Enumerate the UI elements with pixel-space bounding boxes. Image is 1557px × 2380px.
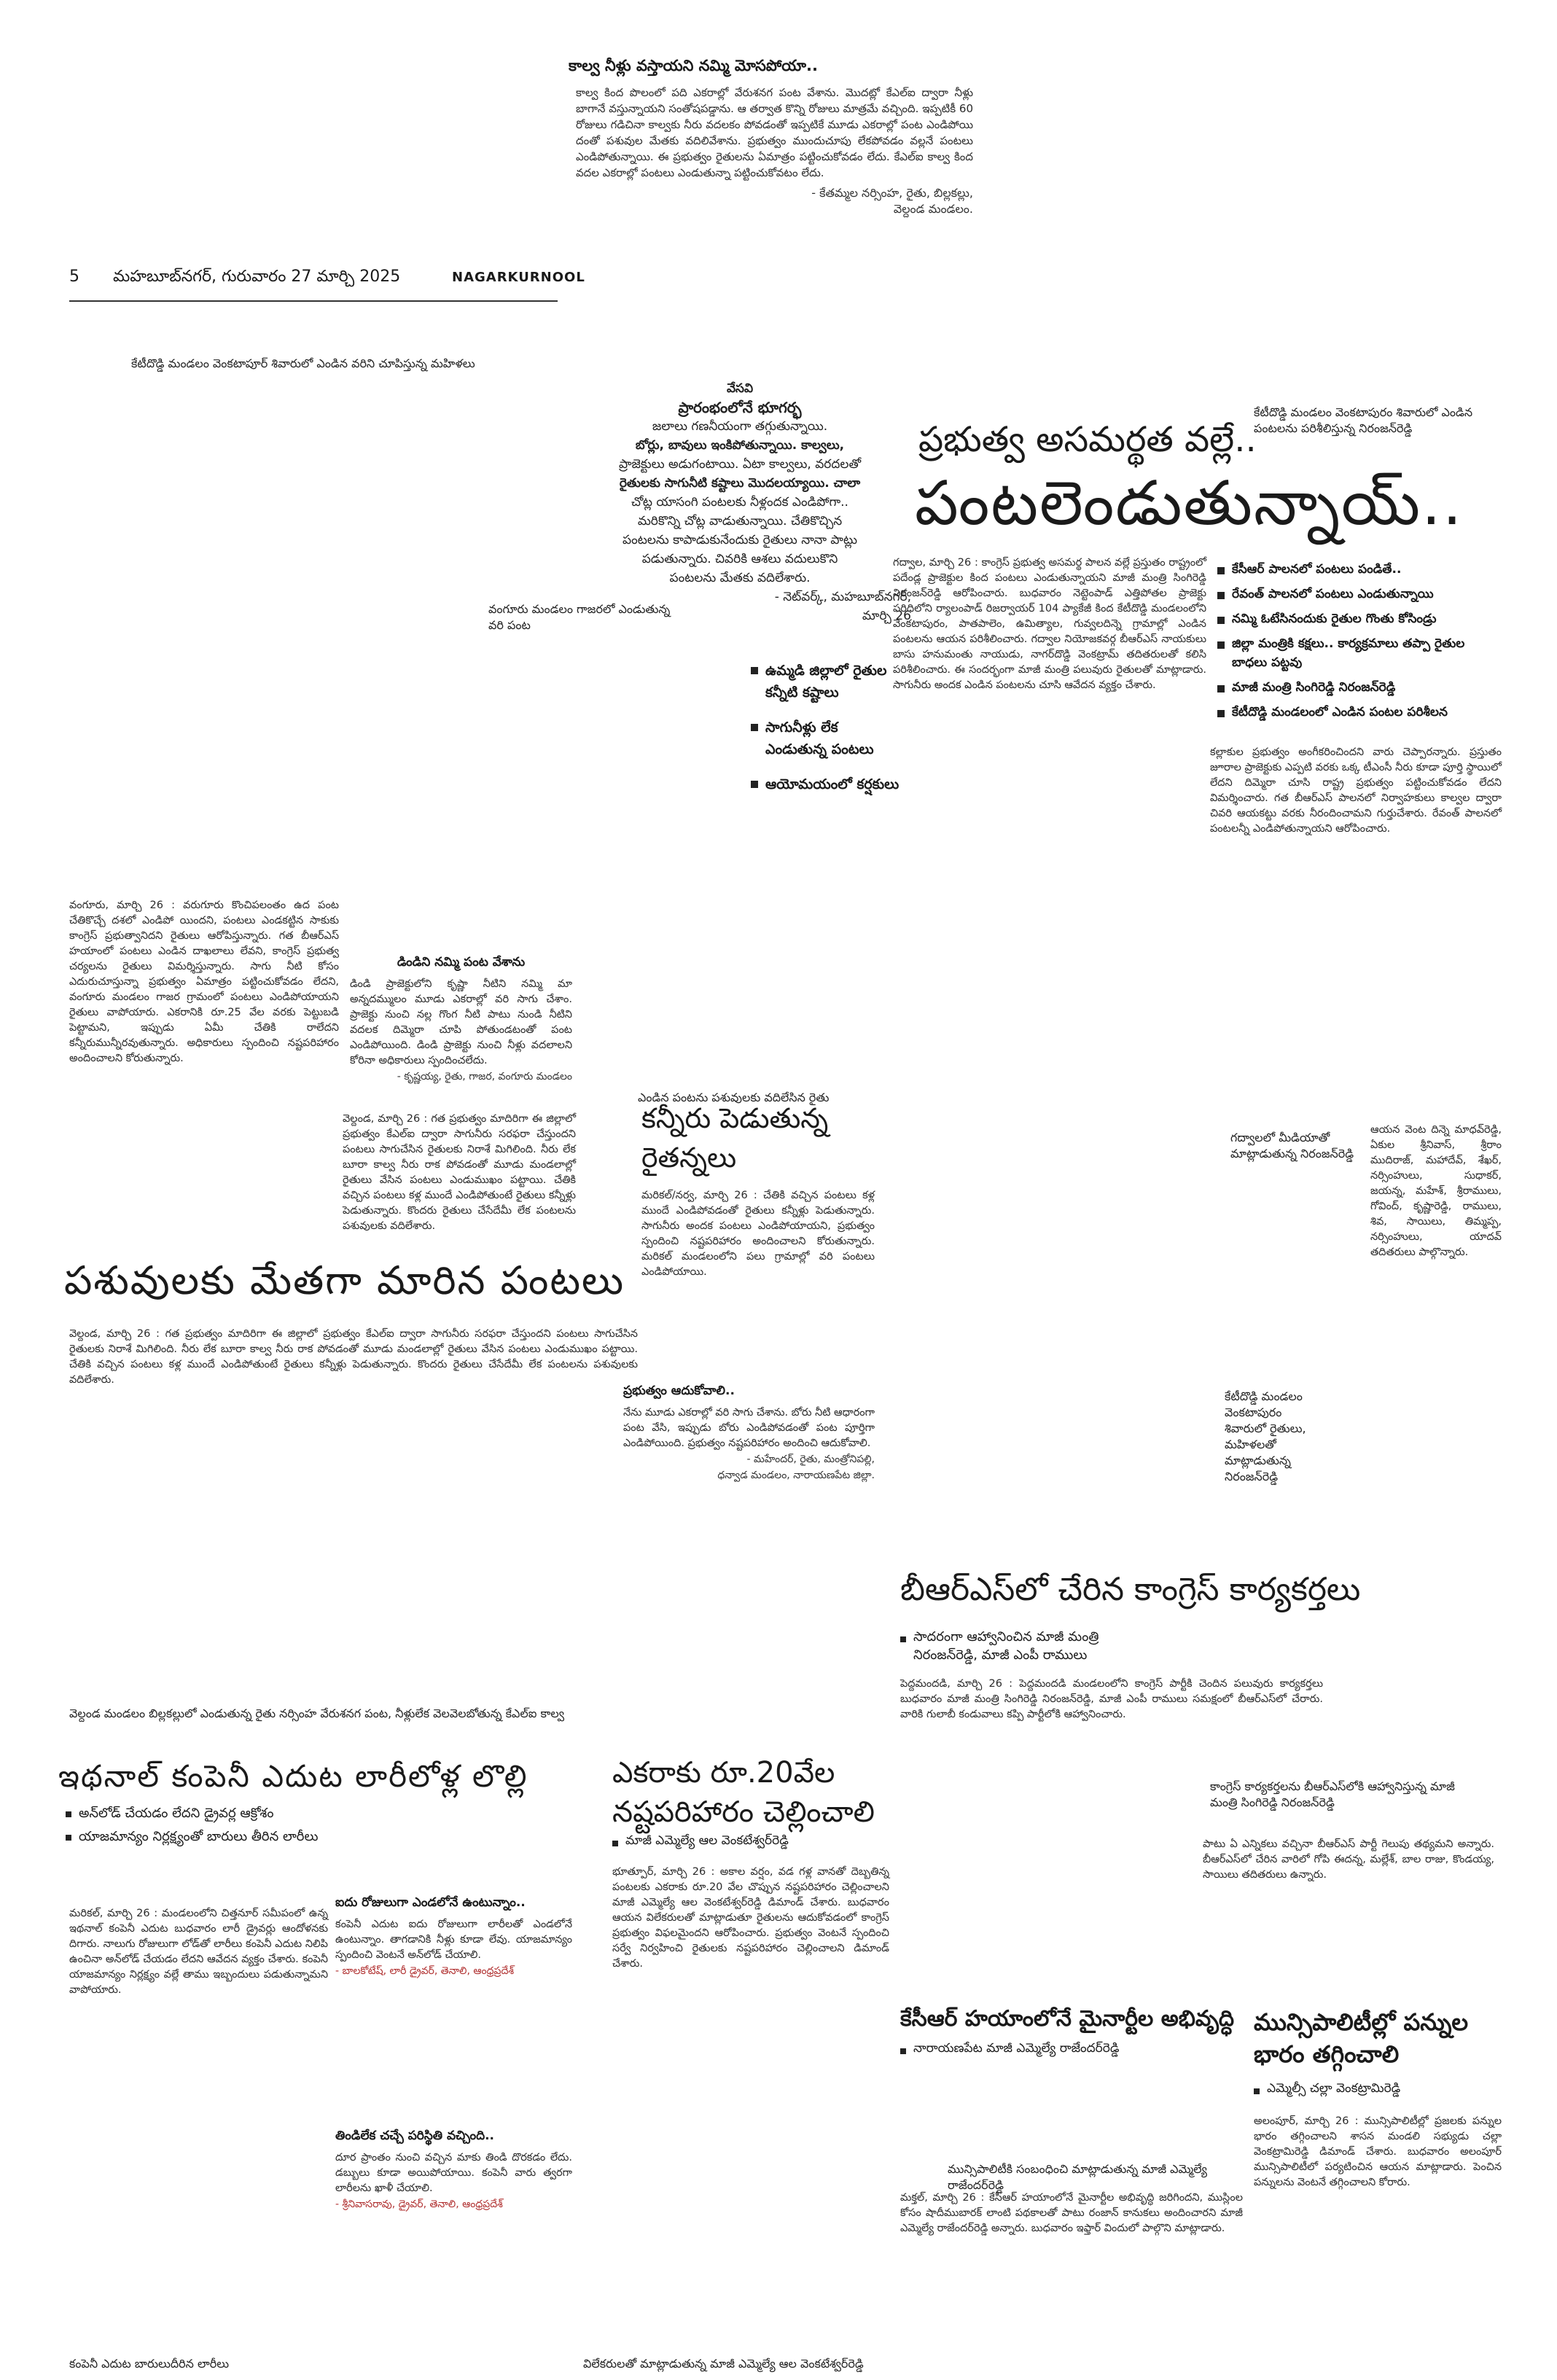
- left-col2-text: వెల్దండ, మార్చి 26 : గత ప్రభుత్వం మాదిరిగా ఈ జిల్లాలో ప్రభుత్వం కేఎల్‌ఐ ద్వారా సాగునీరు సరఫరా చేస్తుందని పంటలు సాగుచేసిన రైతులకు నిరాశే మిగిలింది. నీరు లేక బూరా కాల్వ నీరు రాక పోవడంతో మూడు మండలాల్లో రైతులు వేసిన పంటలు ఎండుముఖం పట్టాయి. చేతికి వచ్చిన పంటలు కళ్ల ముందే ఎండిపోతుంటే రైతులు కన్నీళ్లు పెడుతున్నారు. కొందరు రైతులు చేసేదేమీ లేక పంటలను పశువులకు వదిలేశారు.: [343, 1113, 576, 1232]
- poem-line: మార్చి 26: [862, 609, 911, 623]
- left-col2: [343, 1112, 576, 1234]
- dindi-body: డిండి ప్రాజెక్టులోని కృష్ణా నీటిని నమ్మి మా అన్నదమ్ములం మూడు ఎకరాల్లో వరి సాగు చేశాం. ప్రాజెక్టు నుంచి నల్ల గొంగ నీటి పాటు నుండి నీటిని వదలక దిమ్మెరా చూపి పోతుండటంతో పంట ఎండిపోయింది. డిండి ప్రాజెక్టు నుంచి నీళ్లు వదలాలని కోరినా అధికారులు స్పందించలేదు.: [350, 978, 572, 1066]
- ethanol-bullet: అన్‌లోడ్ చేయడం లేదని డ్రైవర్ల ఆక్రోశం: [66, 1804, 328, 1823]
- comp-headline: ఎకరాకు రూ.20వేల నష్టపరిహారం చెల్లించాలి: [612, 1756, 875, 1829]
- govt-sig1: - మహేందర్, రైతు, మంత్రోనిపల్లి,: [746, 1454, 875, 1465]
- main-bullet: జిల్లా మంత్రికి కక్షలు.. కార్యక్రమాలు తప్పా రైతుల బాధలు పట్టవు: [1217, 634, 1502, 672]
- bullet-icon: [66, 1835, 71, 1841]
- caption-top-left: కేటీదొడ్డి మండలం వెంకటాపూర్ శివారులో ఎండిన వరిని చూపిస్తున్న మహిళలు: [131, 356, 475, 370]
- poem-line: వేసవి: [726, 381, 754, 396]
- caption-meeting: మున్సిపాలిటీకి సంబంధించి మాట్లాడుతున్న మాజీ ఎమ్మెల్యే రాజేందర్‌రెడ్డి: [948, 2162, 1207, 2192]
- main-headline: పంటలెండుతున్నాయ్..: [915, 467, 1464, 539]
- box-bullet: ఆయోమయంలో కర్షకులు: [751, 773, 900, 795]
- poem-line: మరికొన్ని చోట్ల వాడుతున్నాయి. చేతికొచ్చిన: [637, 514, 843, 528]
- govt-box: [623, 1384, 875, 1483]
- muncipal-bullet-row: ఎమ్మెల్సీ చల్లా వెంకట్రామిరెడ్డి: [1254, 2081, 1502, 2099]
- tears-headline: కన్నీరు పెడుతున్న రైతన్నలు: [641, 1102, 829, 1174]
- bullet-icon: [900, 2048, 906, 2054]
- caption-sheep: ఎండిన పంటను పశువులకు వదిలేసిన రైతు: [638, 1090, 830, 1104]
- muncipal-headline: మున్సిపాలిటీల్లో పన్నుల భారం తగ్గించాలి: [1254, 2008, 1469, 2068]
- brs-col2: పాటు ఏ ఎన్నికలు వచ్చినా బీఆర్‌ఎస్ పార్టీ గెలుపు తథ్యమని అన్నారు. బీఆర్‌ఎస్‌లో చేరిన వారిలో గోపి ఈదన్న, మల్లేశ్, బాల రాజు, కొండయ్య, సాయిలు తదితరులు ఉన్నారు.: [1203, 1838, 1494, 1881]
- page-number: 5: [69, 268, 79, 286]
- kcr-bullet: [900, 2041, 1236, 2059]
- caption-lorries: కంపెనీ ఎదుట బారులుదీరిన లారీలు: [69, 2357, 230, 2371]
- comp-bullet-row: మాజీ ఎమ్మెల్యే ఆల వెంకటేశ్వర్‌రెడ్డి: [612, 1833, 889, 1851]
- box-bullet: సాగునీళ్లు లేక ఎండుతున్న పంటలు: [751, 717, 900, 760]
- mid-poem: [569, 379, 911, 625]
- govt-body: నేను మూడు ఎకరాల్లో వరి సాగు చేశాను. బోరు నీటి ఆధారంగా పంట వేసి, ఇప్పుడు బోరు ఎండిపోవడంతో పంట పూర్తిగా ఎండిపోయింది. ప్రభుత్వం నష్టపరిహారం అందించి ఆదుకోవాలి.: [623, 1407, 875, 1449]
- quote1-sig: - బాలకోటేష్, లారీ డ్రైవర్, తెనాలి, ఆంధ్రప్రదేశ్: [335, 1965, 515, 1977]
- tears-body: మరికల్/నర్వ, మార్చి 26 : చేతికి వచ్చిన పంటలు కళ్ల ముందే ఎండిపోవడంతో రైతులు కన్నీళ్లు పెడుతున్నారు. సాగునీరు అందక పంటలు ఎండిపోయాయని, ప్రభుత్వం స్పందించి నష్టపరిహారం అందించాలని కోరుతున్నారు. మరికల్ మండలంలోని పలు గ్రామాల్లో వరి పంటలు ఎండిపోయాయి.: [641, 1190, 875, 1278]
- caption-congress: కాంగ్రెస్ కార్యకర్తలను బీఆర్‌ఎస్‌లోకి ఆహ్వానిస్తున్న మాజీ మంత్రి సింగిరెడ్డి నిరంజన్‌రెడ్డి: [1210, 1779, 1455, 1809]
- bullet-icon: [1217, 685, 1225, 692]
- tears-story: [641, 1102, 875, 1280]
- caption-vangur: వంగూరు మండలం గాజరలో ఎండుతున్న వరి పంట: [488, 602, 671, 632]
- bullet-icon: [612, 1841, 618, 1846]
- bullet-icon: [1217, 592, 1225, 599]
- poem-line: ప్రారంభంలోనే భూగర్భ: [678, 399, 802, 416]
- box-bullets: [751, 660, 900, 795]
- poem-line: పంటలను కాపాడుకునేందుకు రైతులు నానా పాట్లు: [623, 533, 857, 547]
- poem-line: ప్రాజెక్టులు అడుగంటాయి. ఏటా కాల్వలు, వరదలతో: [618, 457, 862, 472]
- dindi-title: డిండిని నమ్మి పంట వేశాను: [397, 955, 526, 969]
- govt-title: ప్రభుత్వం ఆదుకోవాలి..: [623, 1384, 735, 1398]
- top-poem-title: కాల్వ నీళ్లు వస్తాయని నమ్మి మోసపోయా..: [569, 57, 818, 74]
- ethanol-body: మరికల్, మార్చి 26 : మండలంలోని చిత్తనూర్ సమీపంలో ఉన్న ఇథనాల్ కంపెనీ ఎదుట బుధవారం లారీ డ్రైవర్లు ఆందోళనకు దిగారు. నాలుగు రోజులుగా లోడ్‌తో లారీలు కంపెనీ ఎదుట నిలిపి ఉంచినా అన్‌లోడ్ చేయడం లేదని ఆవేదన వ్యక్తం చేశారు. కంపెనీ యాజమాన్యం నిర్లక్ష్యం వల్లే తాము ఇబ్బందులు పడుతున్నామని వాపోయారు.: [69, 1908, 328, 1996]
- top-poem-sig2: వెల్దండ మండలం.: [893, 202, 973, 216]
- quote1-title: ఐదు రోజులుగా ఎండలోనే ఉంటున్నాం..: [335, 1895, 526, 1910]
- poem-line: చోట్ల యాసంగి పంటలకు నీళ్లందక ఎండిపోగా..: [631, 495, 848, 510]
- kcr-headline: కేసీఆర్ హయాంలోనే మైనార్టీల అభివృద్ధి: [900, 2006, 1235, 2032]
- brs-body: పెద్దమందడి, మార్చి 26 : పెద్దమందడి మండలంలోని కాంగ్రెస్ పార్టీకి చెందిన పలువురు కార్యకర్తలు బుధవారం మాజీ మంత్రి సింగిరెడ్డి నిరంజన్‌రెడ్డి, మాజీ ఎంపీ రాములు సమక్షంలో బీఆర్‌ఎస్‌లో చేరారు. వారికి గులాబీ కండువాలు కప్పి పార్టీలోకి ఆహ్వానించారు.: [900, 1678, 1323, 1720]
- top-poem: [569, 57, 973, 217]
- box-bullet: ఉమ్మడి జిల్లాలో రైతుల కన్నీటి కష్టాలు: [751, 660, 900, 703]
- bullet-icon: [1254, 2088, 1260, 2094]
- farmers-list: ఆయన వెంట దిన్నె మాధవ్‌రెడ్డి, ఏకుల శ్రీనివాస్, శ్రీరాం ముదిరాజ్, మహాదేవ్, శేఖర్, నర్సింహులు, సుధాకర్, జయన్న, మహేశ్, శ్రీరాములు, గోవింద్, కృష్ణారెడ్డి, రాములు, శివ, సాయిలు, తిమ్మప్ప, నర్సింహులు, యాదవ్ తదితరులు పాల్గొన్నారు.: [1370, 1124, 1502, 1258]
- bullet-icon: [751, 667, 758, 674]
- caption-ktdoddi-farmers: కేటీదొడ్డి మండలం వెంకటాపురం శివారులో రైతులు, మహిళలతో మాట్లాడుతున్న నిరంజన్‌రెడ్డి: [1225, 1389, 1306, 1483]
- brs-bullet: సాదరంగా ఆహ్వానించిన మాజీ మంత్రి: [900, 1629, 1308, 1647]
- dateline: మహబూబ్‌నగర్, గురువారం 27 మార్చి 2025: [113, 268, 401, 286]
- caption-vijay: విలేకరులతో మాట్లాడుతున్న మాజీ ఎమ్మెల్యే ఆల వెంకటేశ్వర్‌రెడ్డి: [583, 2357, 864, 2371]
- bullet-icon: [1217, 617, 1225, 624]
- poem-line: పడుతున్నారు. చివరికి ఆశలు వదులుకొని: [641, 552, 838, 566]
- quote2-title: తిండిలేక చచ్చే పరిస్థితి వచ్చింది..: [335, 2129, 495, 2143]
- top-poem-sig1: - కేతమ్మల నర్సింహ, రైతు, బిల్లకల్లు,: [811, 186, 973, 200]
- ethanol-quote2: [335, 2129, 572, 2212]
- bullet-icon: [751, 724, 758, 731]
- caption-veldanda: వెల్దండ మండలం బిల్లకల్లులో ఎండుతున్న రైతు నర్సింహ వేరుశనగ పంట, నీళ్లులేక వెలవెలబోతున్న కేఎల్‌ఐ కాల్వ: [69, 1706, 565, 1720]
- masthead-rule: [69, 300, 558, 302]
- main-bullets: [1217, 560, 1502, 722]
- caption-gadwal: గద్వాలలో మీడియాతో మాట్లాడుతున్న నిరంజన్‌రెడ్డి: [1230, 1131, 1354, 1160]
- dindi-sig: - కృష్ణయ్య, రైతు, గాజర, వంగూరు మండలం: [397, 1071, 572, 1082]
- sheep-story: వెల్దండ, మార్చి 26 : గత ప్రభుత్వం మాదిరిగా ఈ జిల్లాలో ప్రభుత్వం కేఎల్‌ఐ ద్వారా సాగునీరు సరఫరా చేస్తుందని పంటలు సాగుచేసిన రైతులకు నిరాశే మిగిలింది. నీరు లేక బూరా కాల్వ నీరు రాక పోవడంతో మూడు మండలాల్లో రైతులు వేసిన పంటలు ఎండుముఖం పట్టాయి. చేతికి వచ్చిన పంటలు కళ్ల ముందే ఎండిపోతుంటే రైతులు కన్నీళ్లు పెడుతున్నారు. కొందరు రైతులు చేసేదేమీ లేక పంటలను పశువులకు వదిలేశారు.: [69, 1328, 638, 1386]
- bullet-icon: [751, 781, 758, 788]
- quote1-body: కంపెనీ ఎదుట ఐదు రోజులుగా లారీలతో ఎండలోనే ఉంటున్నాం. తాగడానికి నీళ్లు కూడా లేవు. యాజమాన్యం స్పందించి వెంటనే అన్‌లోడ్ చేయాలి.: [335, 1919, 572, 1961]
- govt-sig2: ధన్వాడ మండలం, నారాయణపేట జిల్లా.: [717, 1470, 875, 1481]
- top-poem-body: కాల్వ కింద పొలంలో పది ఎకరాల్లో వేరుశనగ పంట వేశాను. మొదట్లో కేఎల్‌ఐ ద్వారా నీళ్లు బాగానే వస్తున్నాయని సంతోషపడ్డాను. ఆ తర్వాత కొన్ని రోజులు మాత్రమే వచ్చింది. ఇప్పటికీ 60 రోజులు గడిచినా కాల్వకు నీరు వదలకం పోవడంతో ఇప్పటికే మూడు ఎకరాల్లో పంట ఎండిపోయి దంతో పశువుల మేతకు వదిలివేశాను. ప్రభుత్వం ముందుచూపు లేకపోవడం వల్లనే పంటలు ఎండిపోతున్నాయి. ఈ ప్రభుత్వం రైతులను ఏమాత్రం పట్టించుకోవడం లేదు. కేఎల్‌ఐ కాల్వ కింద వదల ఎకరాల్లో పంటలు ఎండుతున్నా పట్టించుకోవటం లేదు.: [576, 86, 973, 179]
- sheep-headline: పశువులకు మేతగా మారిన పంటలు: [64, 1257, 625, 1303]
- caption-right-top: కేటీదొడ్డి మండలం వెంకటాపురం శివారులో ఎండిన పంటలను పరిశీలిస్తున్న నిరంజన్‌రెడ్డి: [1254, 405, 1473, 435]
- ethanol-bullet: యాజమాన్యం నిర్లక్ష్యంతో బారులు తీరిన లారీలు: [66, 1827, 328, 1846]
- ethanol-bullets: [66, 1804, 328, 1846]
- main-bullet: కేటీదొడ్డి మండలంలో ఎండిన పంటల పరిశీలన: [1217, 703, 1502, 722]
- brs-bullets: [900, 1629, 1308, 1666]
- left-col-story: వంగూరు, మార్చి 26 : వరుగూరు కొంచిపలంతం ఉద పంట చేతికొచ్చే దశలో ఎండిపో యిందని, పంటలు ఎండకట్టిన సాకుకు కాంగ్రెస్ ప్రభుత్వానిదని రైతులు ఆరోపిస్తున్నారు. గత బీఆర్‌ఎస్ హయాంలో పంటలు ఎండిన దాఖలాలు లేవని, కాంగ్రెస్ ప్రభుత్వ చర్యలను రైతులు విమర్శిస్తున్నారు. సాగు నీటి కోసం ఎదురుచూస్తున్నా ప్రభుత్వం ఏమాత్రం పట్టించుకోవడం లేదని, వంగూరు మండలం గాజర గ్రామంలో పంటలు ఎండిపోయాయని రైతులు వాపోయారు. ఎకరానికి రూ.25 వేల వరకు పెట్టుబడి పెట్టామని, ఇప్పుడు ఏమీ చేతికి రాలేదని కన్నీరుమున్నీరవుతున్నారు. అధికారులు స్పందించి నష్టపరిహారం అందించాలని కోరుతున్నారు.: [69, 900, 339, 1064]
- ethanol-quote1: [335, 1895, 572, 1979]
- bullet-icon: [66, 1811, 71, 1817]
- main-bullet: మాజీ మంత్రి సింగిరెడ్డి నిరంజన్‌రెడ్డి: [1217, 678, 1502, 697]
- main-bullet: నమ్మి ఓటేసినందుకు రైతుల గొంతు కోసిండ్రు: [1217, 609, 1502, 628]
- muncipal-body: అలంపూర్, మార్చి 26 : మున్సిపాలిటీల్లో ప్రజలకు పన్నుల భారం తగ్గించాలని శాసన మండలి సభ్యుడు చల్లా వెంకట్రామిరెడ్డి డిమాండ్ చేశారు. బుధవారం అలంపూర్ మున్సిపాలిటీలో పర్యటించిన ఆయన మాట్లాడారు. పెంచిన పన్నులను వెంటనే తగ్గించాలని కోరారు.: [1254, 2115, 1502, 2188]
- main-kicker: ప్రభుత్వ అసమర్థత వల్లే..: [918, 419, 1257, 460]
- brs-headline: బీఆర్‌ఎస్‌లో చేరిన కాంగ్రెస్ కార్యకర్తలు: [900, 1571, 1361, 1608]
- main-col2: కల్లాకుల ప్రభుత్వం అంగీకరించిందని వారు చెప్పారన్నారు. ప్రస్తుతం జూరాల ప్రాజెక్టుకు ఎప్పటి వరకు ఒక్క టీఎంసీ నీరు కూడా పూర్తి స్థాయిలో లేదని దిమ్మెరా చూసి రాష్ట్ర ప్రభుత్వం పట్టించుకోవడం లేదని విమర్శించారు. గత బీఆర్‌ఎస్ పాలనలో నిర్వాహకులు కాల్వల ద్వారా చివరి ఆయకట్టు వరకు నీరందించామని గుర్తుచేశారు. రేవంత్ పాలనలో పంటలన్నీ ఎండిపోతున్నాయని ఆరోపించారు.: [1210, 746, 1502, 835]
- poem-line: రైతులకు సాగునీటి కష్టాలు మొదలయ్యాయి. చాలా: [619, 476, 861, 491]
- comp-bullet: [612, 1833, 889, 1851]
- edition-label: NAGARKURNOOL: [452, 270, 585, 285]
- main-bullet: కేసీఆర్ పాలనలో పంటలు పండితే..: [1217, 560, 1502, 579]
- quote2-sig: - శ్రీనివాసరావు, డ్రైవర్, తెనాలి, ఆంధ్రప్రదేశ్: [335, 2198, 503, 2210]
- quote2-body: దూర ప్రాంతం నుంచి వచ్చిన మాకు తిండి దొరకడం లేదు. డబ్బులు కూడా అయిపోయాయి. కంపెనీ వారు త్వరగా లారీలను ఖాళీ చేయాలి.: [335, 2152, 572, 2194]
- kcr-bullet-row: నారాయణపేట మాజీ ఎమ్మెల్యే రాజేందర్‌రెడ్డి: [900, 2041, 1236, 2059]
- bullet-icon: [1217, 567, 1225, 574]
- main-bullet: రేవంత్ పాలనలో పంటలు ఎండుతున్నాయి: [1217, 585, 1502, 604]
- comp-body: భూత్పూర్, మార్చి 26 : అకాల వర్షం, వడ గళ్ల వానతో దెబ్బతిన్న పంటలకు ఎకరాకు రూ.20 వేల చొప్పున నష్టపరిహారం చెల్లించాలని మాజీ ఎమ్మెల్యే ఆల వెంకటేశ్వర్‌రెడ్డి డిమాండ్ చేశారు. బుధవారం ఆయన విలేకరులతో మాట్లాడుతూ రైతులను ఆదుకోవడంలో కాంగ్రెస్ ప్రభుత్వం విఫలమైందని ఆరోపించారు. ప్రభుత్వం వెంటనే స్పందించి సర్వే నిర్వహించి రైతులకు నష్టపరిహారం చెల్లించాలని డిమాండ్ చేశారు.: [612, 1866, 889, 1970]
- bullet-icon: [900, 1636, 906, 1642]
- brs-bullet2: నిరంజన్‌రెడ్డి, మాజీ ఎంపీ రాములు: [913, 1647, 1088, 1663]
- poem-line: బోర్లు, బావులు ఇంకిపోతున్నాయి. కాల్వలు,: [635, 438, 845, 453]
- poem-line: పంటలను మేతకు వదిలేశారు.: [669, 571, 811, 585]
- dindi-box: [350, 955, 572, 1085]
- bullet-icon: [1217, 710, 1225, 717]
- kcr-body: మక్తల్, మార్చి 26 : కేసీఆర్ హయాంలోనే మైనార్టీల అభివృద్ధి జరిగిందని, ముస్లింల కోసం షాదీముబారక్ లాంటి పథకాలతో పాటు రంజాన్ కానుకలు అందించారని మాజీ ఎమ్మెల్యే రాజేందర్‌రెడ్డి అన్నారు. బుధవారం ఇఫ్తార్ విందులో పాల్గొని మాట్లాడారు.: [900, 2192, 1243, 2234]
- poem-line: - నెట్‌వర్క్, మహబూబ్‌నగర్,: [774, 590, 911, 604]
- bullet-icon: [1217, 641, 1225, 649]
- main-col1: గద్వాల, మార్చి 26 : కాంగ్రెస్ ప్రభుత్వ అసమర్థ పాలన వల్లే ప్రస్తుతం రాష్ట్రంలో పదేండ్ల ప్రాజెక్టుల కింద పంటలు ఎండుతున్నాయని మాజీ మంత్రి సింగిరెడ్డి నిరంజన్‌రెడ్డి ఆరోపించారు. బుధవారం నెట్టెంపాడ్ ఎత్తిపోతల ప్రాజెక్టు పరిధిలోని ర్యాలంపాడ్ రిజర్వాయర్ 104 ప్యాకేజీ కింద కేటీదొడ్డి మండలంలోని వెంకటాపురం, పాతపాలెం, ఉమిత్యాల, గువ్వలదిన్నె గ్రామాల్లో ఎండిన పంటలను ఆయన పరిశీలించారు. గద్వాల నియోజకవర్గ బీఆర్‌ఎస్ నాయకులు బాసు హనుమంతు నాయుడు, నాగర్‌దొడ్డి వెంకట్రామ్ తదితరులతో కలిసి పరిశీలించారు. ఈ సందర్భంగా మాజీ మంత్రి పలువురు రైతులతో మాట్లాడారు. సాగునీరు అందక ఎండిన పంటలను చూసి ఆవేదన వ్యక్తం చేశారు.: [893, 557, 1206, 691]
- ethanol-headline: ఇథనాల్ కంపెనీ ఎదుట లారీలోళ్ల లొల్లి: [58, 1758, 528, 1794]
- poem-line: జలాలు గణనీయంగా తగ్గుతున్నాయి.: [652, 419, 828, 434]
- muncipal-bullet: [1254, 2081, 1502, 2099]
